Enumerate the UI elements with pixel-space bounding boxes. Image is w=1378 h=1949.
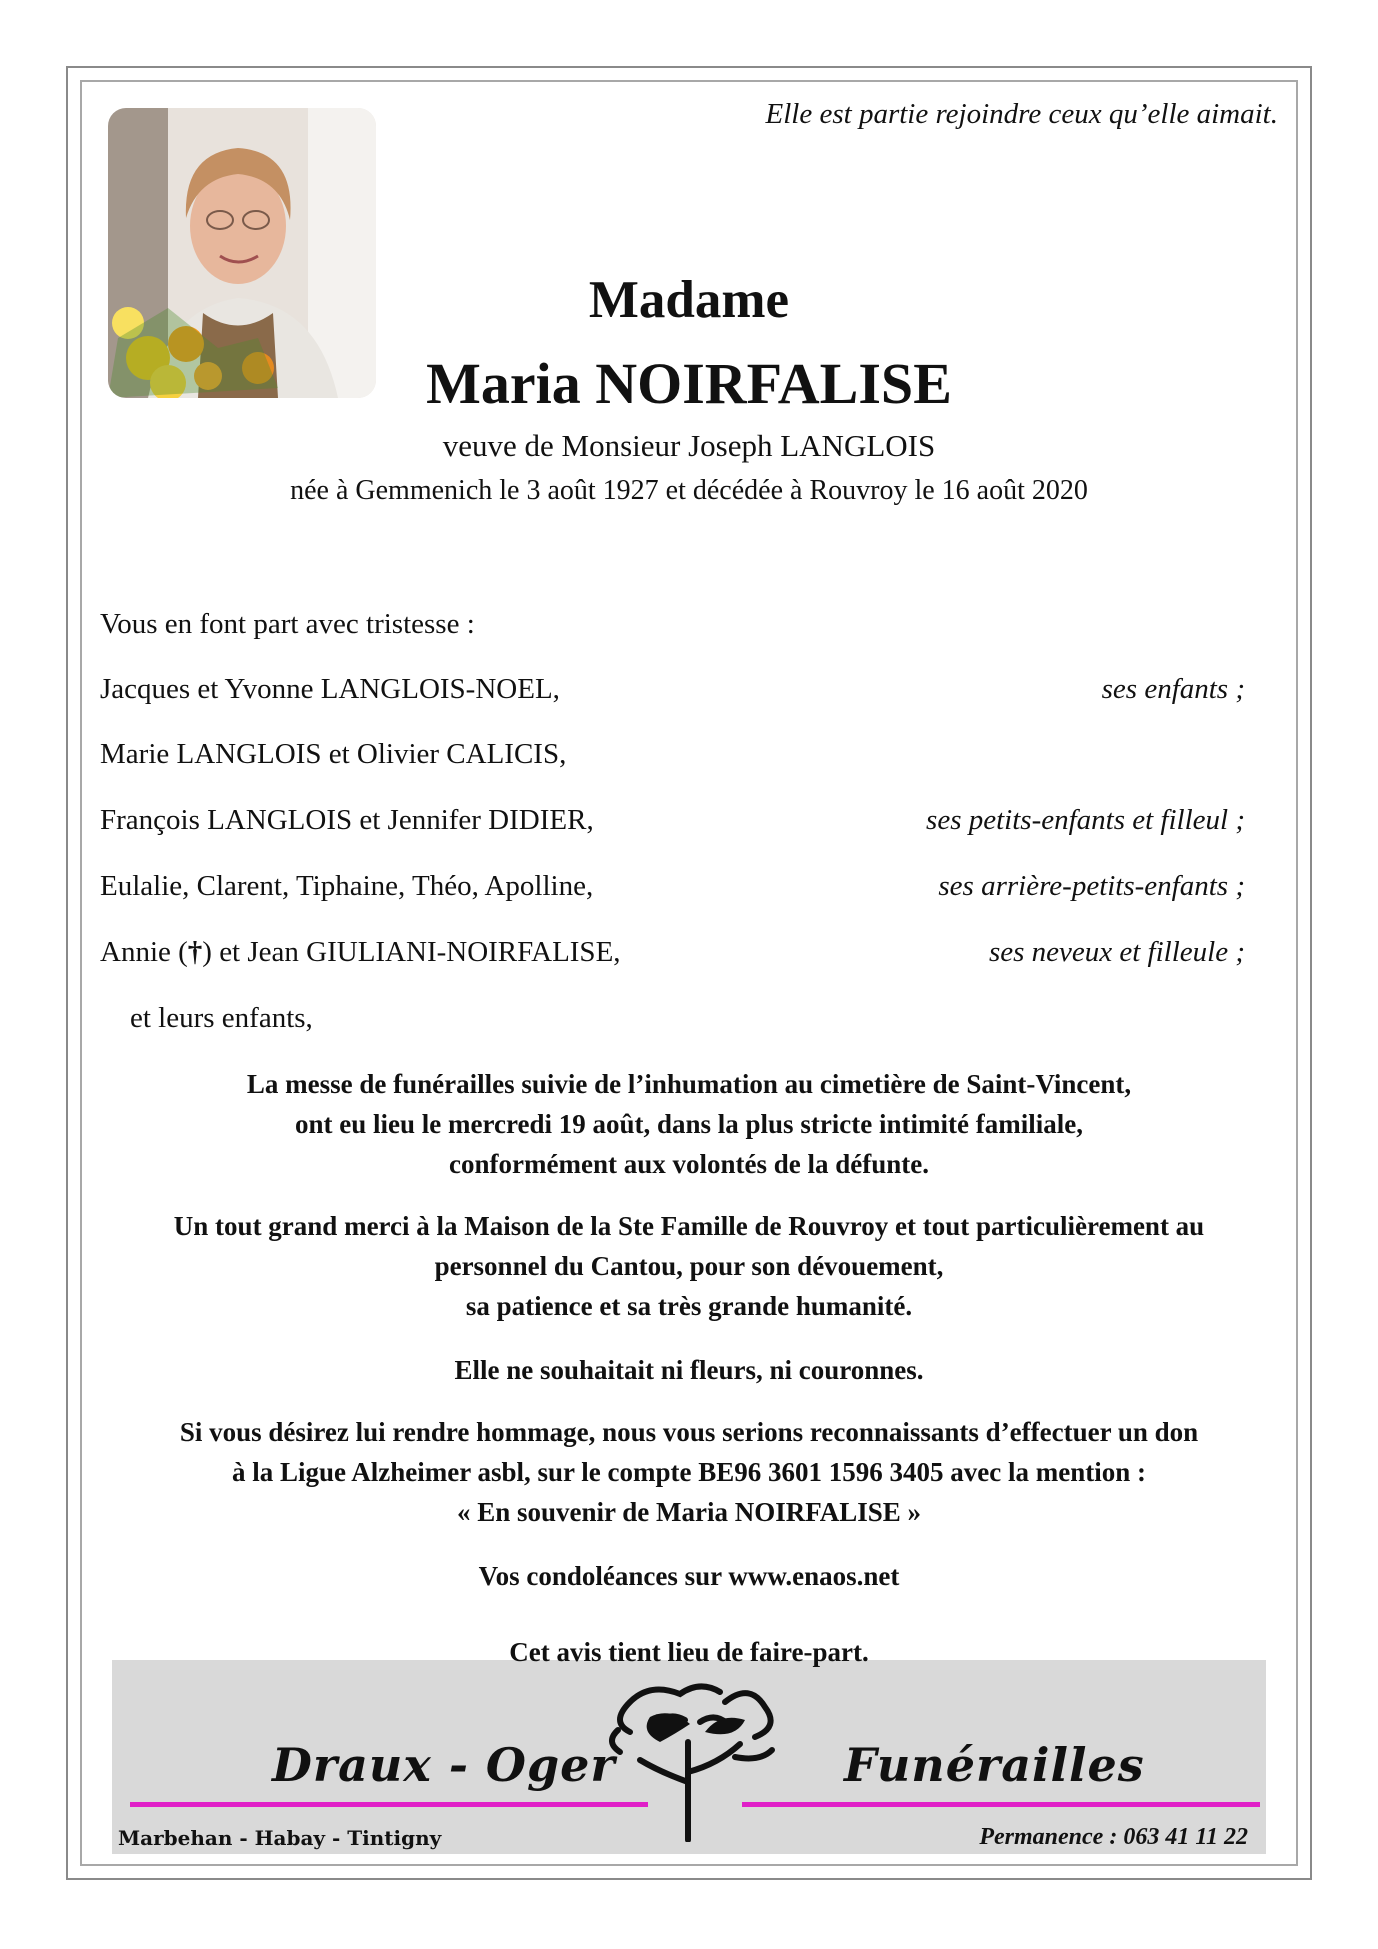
funeral-line: ont eu lieu le mercredi 19 août, dans la plus stricte intimité familiale, [295,1109,1083,1139]
funeral-home-footer [112,1660,1266,1854]
birth-death-dates: née à Gemmenich le 3 août 1927 et décédée à Rouvroy le 16 août 2020 [290,475,1088,506]
family-row [100,936,1245,969]
thanks-line: personnel du Cantou, pour son dévouement, [434,1251,944,1281]
family-names-before: Annie ( [100,936,188,968]
family-relation: ses petits-enfants et filleul ; [926,804,1245,836]
salutation: Madame [588,271,790,329]
widow-of: veuve de Monsieur Joseph LANGLOIS [442,428,936,463]
family-row [100,804,1245,837]
condolences-paragraph [100,1556,1278,1596]
thanks-line: Un tout grand merci à la Maison de la Ste Famille de Rouvroy et tout particulièrement au [173,1211,1205,1241]
family-names-after: ) et Jean GIULIANI-NOIRFALISE, [202,936,621,968]
funeral-line: conformément aux volontés de la défunte. [449,1149,929,1179]
thanks-line: sa patience et sa très grande humanité. [465,1291,913,1321]
donation-line: à la Ligue Alzheimer asbl, sur le compte BE96 3601 1596 3405 avec la mention : [232,1457,1146,1487]
permanence-phone: Permanence : 063 41 11 22 [979,1824,1248,1850]
deceased-name: Maria NOIRFALISE [426,351,952,416]
family-relation: ses neveux et filleule ; [988,936,1245,968]
family-names: François LANGLOIS et Jennifer DIDIER, [100,804,594,836]
epigraph: Elle est partie rejoindre ceux qu’elle aimait. [765,98,1278,130]
condolences-line: Vos condoléances sur www.enaos.net [478,1561,900,1591]
cross-icon: † [187,936,203,968]
funeral-paragraph [100,1064,1278,1184]
donation-line: « En souvenir de Maria NOIRFALISE » [456,1497,922,1527]
accent-line-left [130,1802,648,1807]
family-names: Jacques et Yvonne LANGLOIS-NOEL, [100,673,560,705]
faire-part-note: Cet avis tient lieu de faire-part. [509,1637,869,1667]
family-relation: ses enfants ; [1101,673,1245,705]
funeral-line: La messe de funérailles suivie de l’inhumation au cimetière de Saint-Vincent, [246,1069,1132,1099]
donation-line: Si vous désirez lui rendre hommage, nous vous serions reconnaissants d’effectuer un don [179,1417,1199,1447]
donation-paragraph [100,1412,1278,1532]
flowers-line: Elle ne souhaitait ni fleurs, ni couronnes. [454,1355,924,1385]
family-tail: et leurs enfants, [130,1002,313,1034]
family-names: Marie LANGLOIS et Olivier CALICIS, [100,738,567,770]
brand-right: Funérailles [844,1738,1145,1792]
flowers-paragraph [100,1350,1278,1390]
family-row [100,738,1245,771]
family-relation: ses arrière-petits-enfants ; [938,870,1245,902]
tree-icon [600,1672,780,1842]
accent-line-right [742,1802,1260,1807]
announcement-intro: Vous en font part avec tristesse : [100,608,475,640]
family-row [100,673,1245,706]
family-row [100,870,1245,903]
thanks-paragraph [100,1206,1278,1326]
family-names: Eulalie, Clarent, Tiphaine, Théo, Apolline, [100,870,594,902]
brand-left: Draux - Oger [272,1738,616,1792]
towns: Marbehan - Habay - Tintigny [118,1826,442,1850]
